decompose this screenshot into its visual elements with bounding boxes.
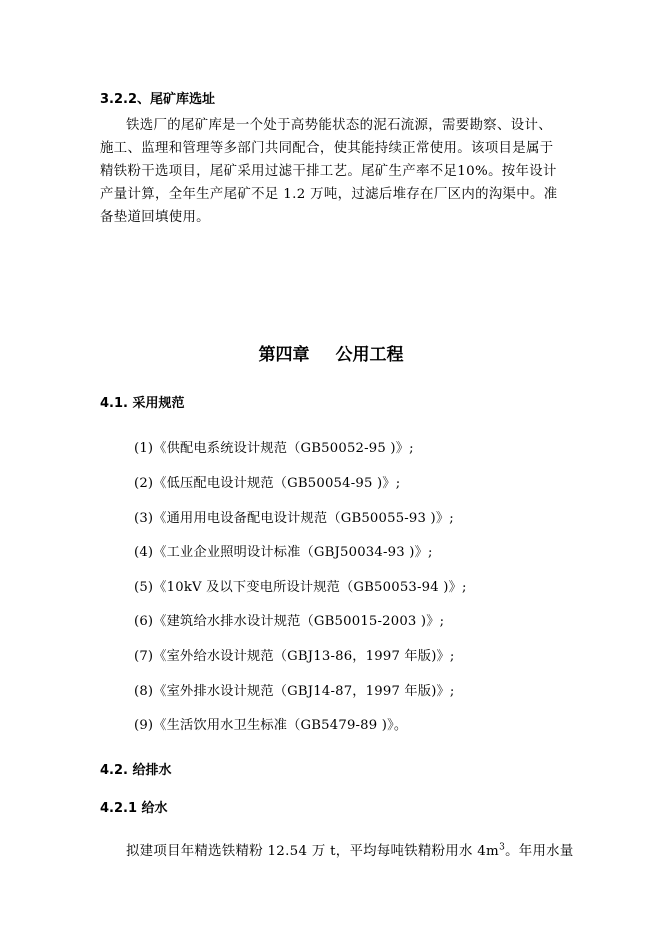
list-item: (9)《生活饮用水卫生标准（GB5479-89 )》。 — [134, 718, 408, 733]
list-item: (7)《室外给水设计规范（GBJ13-86，1997 年版)》; — [134, 649, 455, 664]
cubic-superscript: 3 — [499, 842, 506, 853]
chapter-title: 公用工程 — [335, 345, 404, 365]
chapter-heading — [0, 340, 662, 365]
list-item: (3)《通用用电设备配电设计规范（GB50055-93 )》; — [134, 511, 454, 526]
list-item: (5)《10kV 及以下变电所设计规范（GB50053-94 )》; — [134, 580, 467, 595]
water-supply-text-end: 。年用水量 — [505, 844, 574, 859]
water-supply-text: 拟建项目年精选铁精粉 12.54 万 t，平均每吨铁精粉用水 4m — [126, 844, 500, 859]
list-item: (2)《低压配电设计规范（GB50054-95 )》; — [134, 476, 401, 491]
section-4-2-heading: 4.2. 给排水 — [100, 763, 172, 778]
section-4-2-1-heading: 4.2.1 给水 — [100, 801, 168, 816]
water-supply-paragraph — [126, 840, 574, 859]
list-item: (6)《建筑给水排水设计规范（GB50015-2003 )》; — [134, 614, 445, 629]
section-3-2-2-paragraph: 铁选厂的尾矿库是一个处于高势能状态的泥石流源，需要勘察、设计、施工、监理和管理等多部门共同配合，使其能持续正常使用。该项目是属于精铁粉干选项目，尾矿采用过滤干排工艺。尾矿生产率不足10%。按年设计产量计算，全年生产尾矿不足 1.2 万吨，过滤后堆存在厂区内的沟渠中。准备垫道回填使用。 — [100, 118, 558, 225]
section-4-1-heading: 4.1. 采用规范 — [100, 396, 185, 411]
list-item: (8)《室外排水设计规范（GBJ14-87，1997 年版)》; — [134, 684, 455, 699]
chapter-number: 第四章 — [258, 345, 310, 365]
list-item: (1)《供配电系统设计规范（GB50052-95 )》; — [134, 441, 414, 456]
list-item: (4)《工业企业照明设计标准（GBJ50034-93 )》; — [134, 545, 433, 560]
section-3-2-2-heading: 3.2.2、尾矿库选址 — [100, 92, 216, 107]
